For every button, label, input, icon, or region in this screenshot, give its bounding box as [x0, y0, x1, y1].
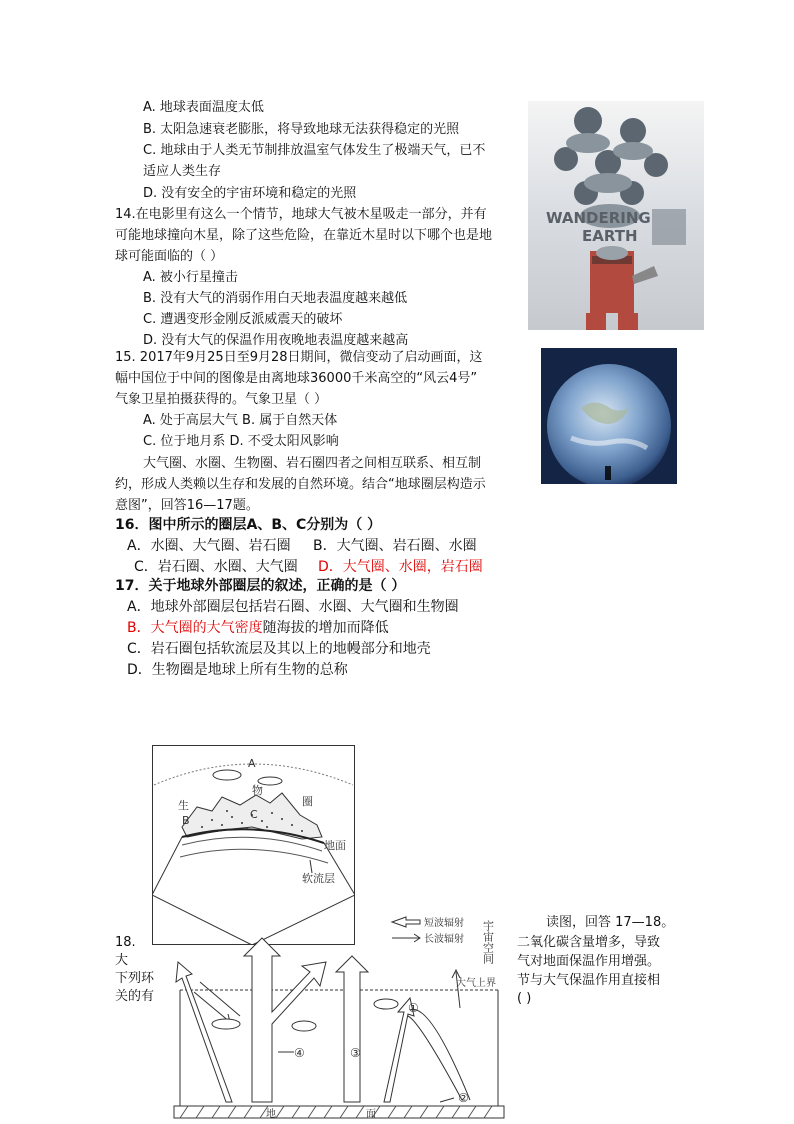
q14-option-c: C. 遭遇变形金刚反派威震天的破坏 [143, 312, 343, 327]
intro-line3: 意图”，回答16—17题。 [115, 498, 259, 513]
q18-right-line2: 二氧化碳含量增多，导致 [517, 935, 661, 950]
label-dimian: 地面 [324, 839, 346, 852]
q16-option-a: A．水圈、大气圈、岩石圈 [127, 538, 291, 554]
label-circle-2: ② [458, 1091, 469, 1105]
q14-option-d: D. 没有大气的保温作用夜晚地表温度越来越高 [143, 333, 409, 348]
q14-option-b: B. 没有大气的消弱作用白天地表温度越来越低 [143, 291, 408, 306]
atmospheric-radiation-diagram [170, 912, 510, 1120]
label-atm-top: 大气上界 [456, 978, 496, 989]
label-space: 宇宙空间 [481, 920, 495, 964]
label-ruanliu: 软流层 [302, 872, 335, 885]
q17-option-b [127, 619, 389, 637]
q18-right-line3: 气对地面保温作用增强。 [517, 954, 661, 969]
label-c: C [250, 808, 258, 821]
q15-stem-line2: 幅中国位于中间的图像是由离地球36000千米高空的“风云4号” [115, 371, 478, 386]
q17-option-a: A．地球外部圈层包括岩石圈、水圈、大气圈和生物圈 [127, 599, 459, 615]
q18-right-answer: ( ) [517, 991, 532, 1006]
q15-stem-line1: 15. 2017年9月25日至9月28日期间，微信变动了启动画面，这 [115, 350, 483, 365]
q16-stem: 16．图中所示的圈层A、B、C分别为（ ） [115, 517, 382, 533]
legend-short-wave: 短波辐射 [424, 918, 464, 929]
intro-line2: 约，形成人类赖以生存和发展的自然环境。结合“地球圈层构造示 [115, 477, 486, 492]
label-quan: 圈 [302, 795, 313, 808]
label-circle-1: ① [408, 1001, 419, 1015]
label-circle-4: ④ [294, 1046, 305, 1060]
q18-number: 18. [115, 935, 136, 950]
q18-right-line1: 读图，回答 17—18。 [546, 915, 675, 930]
q18-guan: 关的有 [115, 989, 155, 1004]
earth-satellite-image [541, 348, 677, 484]
q17-option-d: D．生物圈是地球上所有生物的总称 [127, 662, 348, 678]
svg-text:WANDERING: WANDERING [546, 209, 651, 227]
q14-stem-line1: 14.在电影里有这么一个情节，地球大气被木星吸走一部分，并有 [115, 207, 487, 222]
label-circle-3: ③ [350, 1046, 361, 1060]
q16-option-d-text: D．大气圈、水圈，岩石圈 [318, 559, 483, 575]
q18-right-line4: 节与大气保温作用直接相 [517, 973, 661, 988]
q14-stem-line3: 球可能面临的（ ） [115, 249, 224, 264]
q18-da: 大 [115, 953, 129, 968]
q15-stem-line3: 气象卫星拍摄获得的。气象卫星（ ） [115, 392, 328, 407]
q16-option-d [318, 558, 483, 576]
q13-option-b: B. 太阳急速衰老膨胀，将导致地球无法获得稳定的光照 [143, 122, 460, 137]
q13-option-d: D. 没有安全的宇宙环境和稳定的光照 [143, 186, 357, 201]
q13-option-a: A. 地球表面温度太低 [143, 100, 264, 115]
svg-text:EARTH: EARTH [582, 227, 638, 245]
q16-option-b: B．大气圈、岩石圈、水圈 [313, 538, 477, 554]
q15-options-ab: A. 处于高层大气 B. 属于自然天体 [143, 413, 338, 428]
q16-option-c: C．岩石圈、水圈、大气圈 [134, 559, 298, 575]
label-wu: 物 [252, 784, 263, 797]
ground-mian: 面 [366, 1109, 376, 1120]
label-b: B [182, 814, 190, 827]
q13-option-c: C. 地球由于人类无节制排放温室气体发生了极端天气，已不 [143, 143, 486, 158]
q17-option-c: C．岩石圈包括软流层及其以上的地幔部分和地壳 [127, 641, 431, 657]
label-sheng: 生 [178, 799, 189, 812]
q17-stem: 17．关于地球外部圈层的叙述，正确的是（ ） [115, 578, 406, 594]
label-a: A [248, 757, 256, 770]
q17-option-b-highlight: B．大气圈的大气密度 [127, 620, 263, 636]
q17-option-b-rest: 随海拔的增加而降低 [262, 620, 389, 636]
ground-di: 地 [266, 1109, 276, 1120]
q14-option-a: A. 被小行星撞击 [143, 270, 238, 285]
q15-options-cd: C. 位于地月系 D. 不受太阳风影响 [143, 434, 339, 449]
intro-line1: 大气圈、水圈、生物圈、岩石圈四者之间相互联系、相互制 [143, 456, 482, 471]
q14-stem-line2: 可能地球撞向木星，除了这些危险，在靠近木星时以下哪个也是地 [115, 228, 493, 243]
legend-long-wave: 长波辐射 [424, 934, 464, 945]
q13-option-c-cont: 适应人类生存 [143, 164, 222, 179]
q18-xialie: 下列环 [115, 971, 155, 986]
wandering-earth-poster-image [528, 101, 704, 330]
